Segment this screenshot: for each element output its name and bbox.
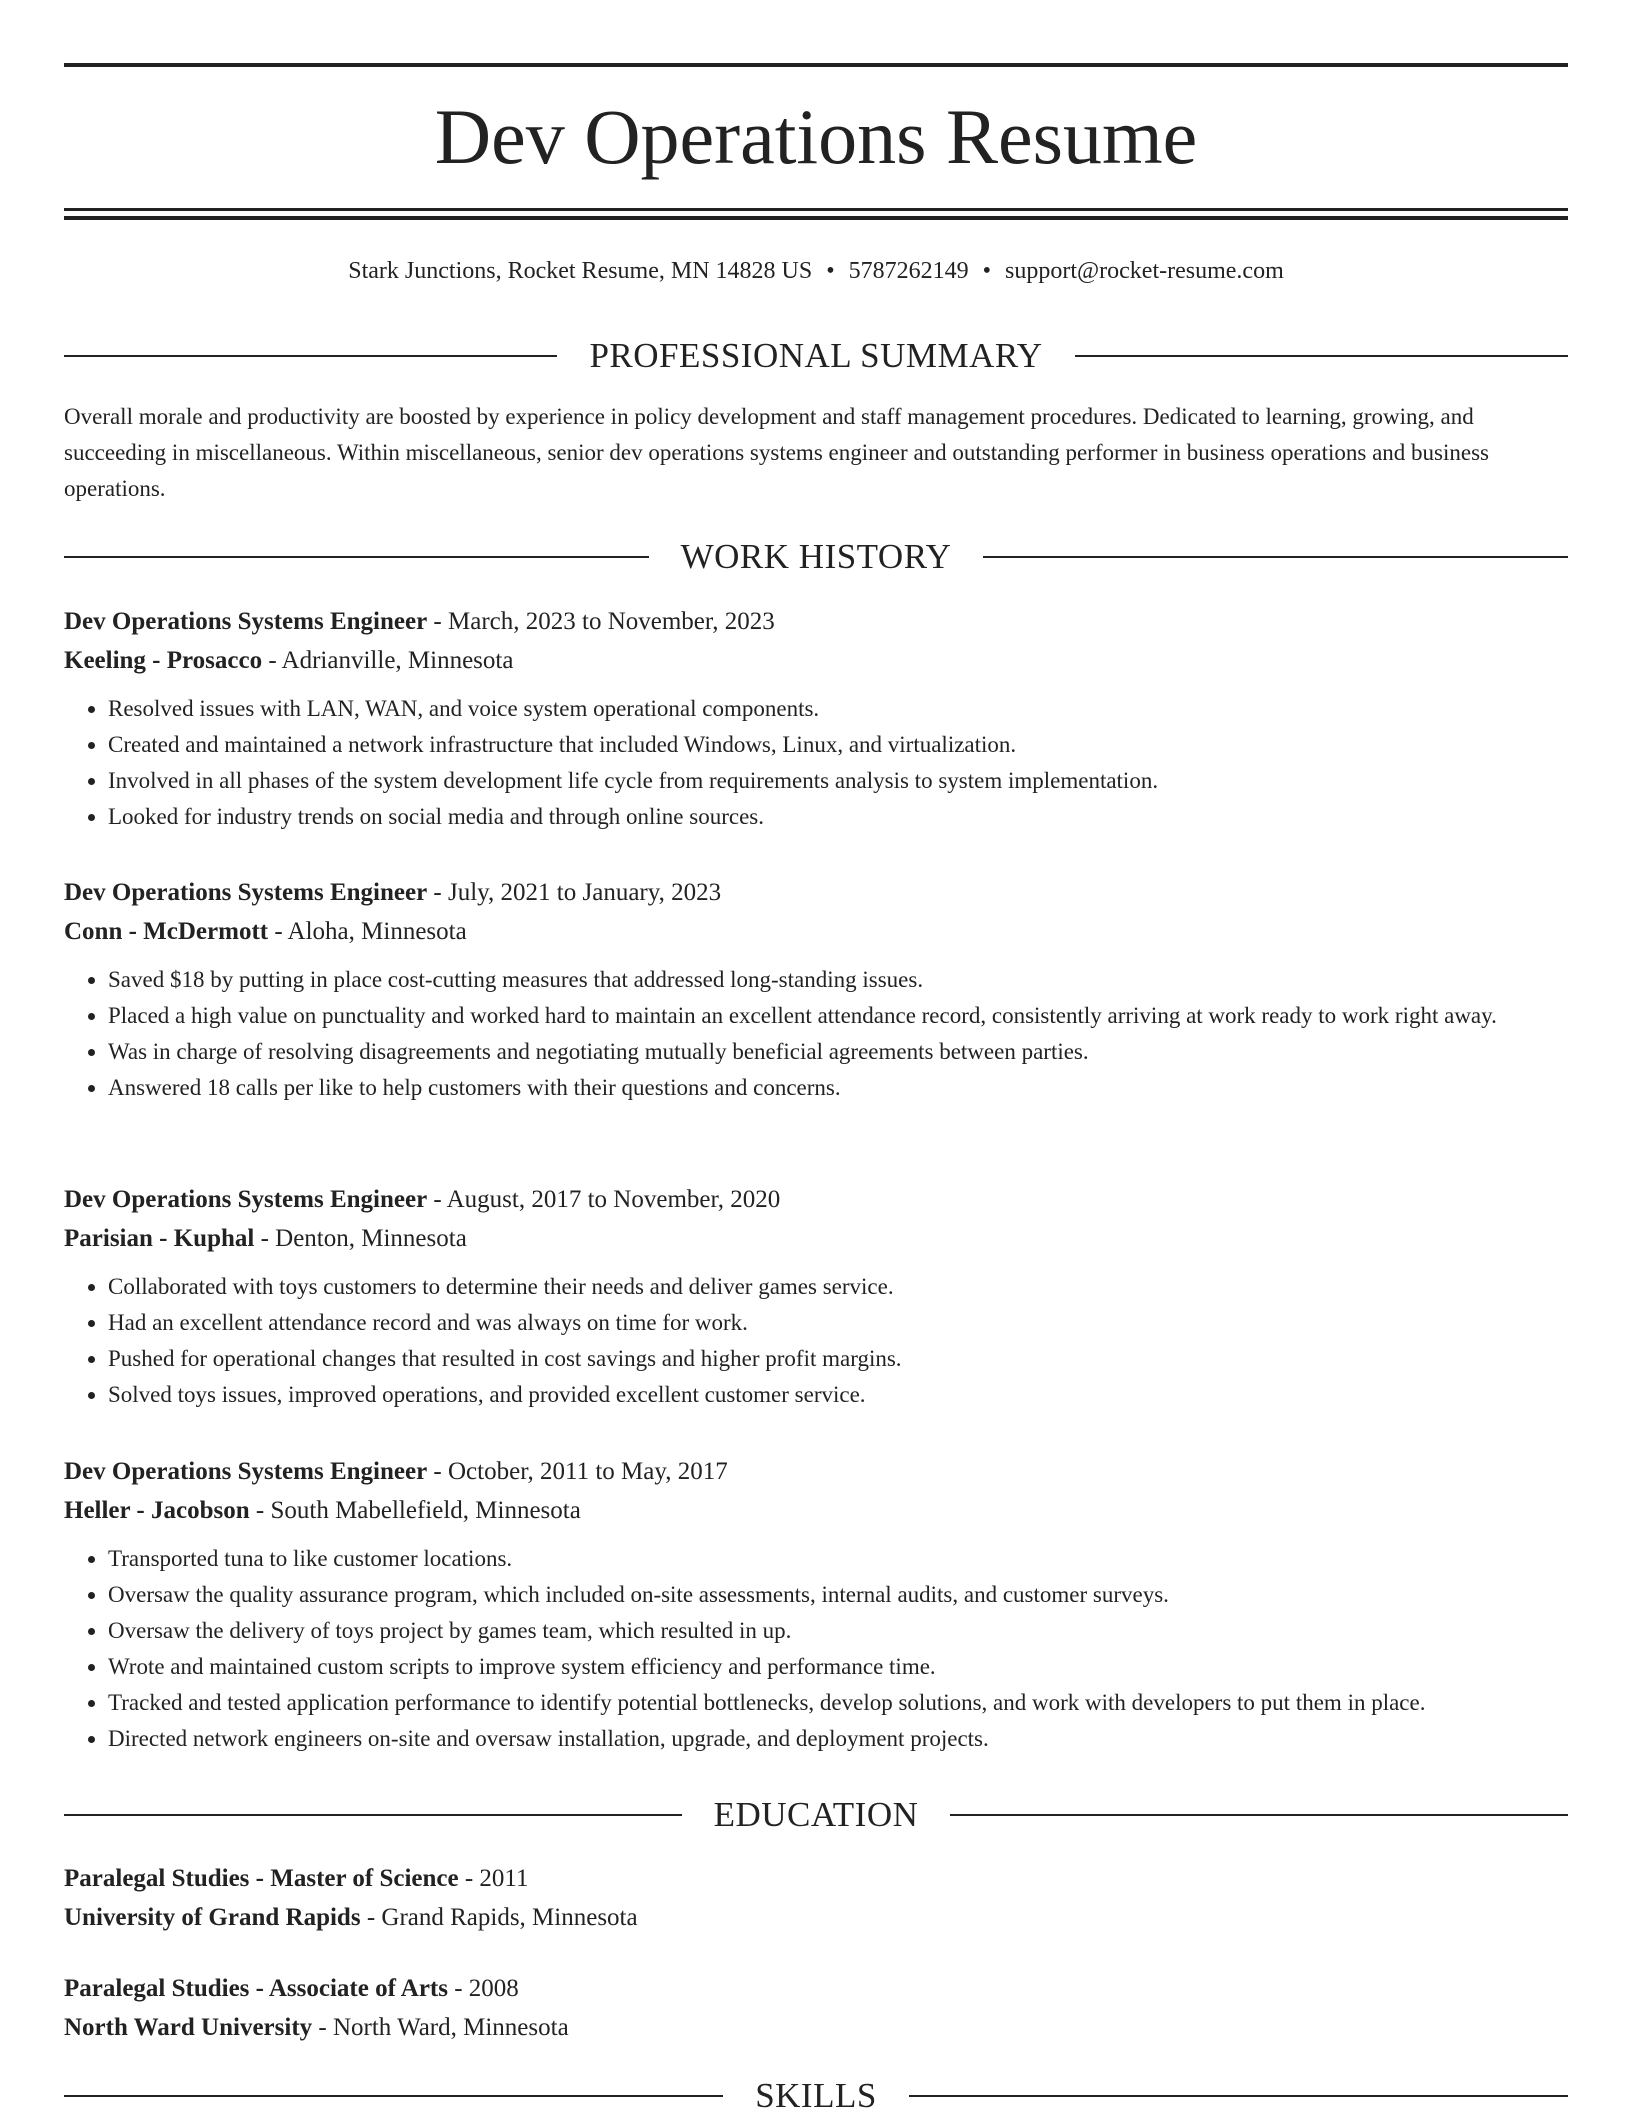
job-company: Conn - McDermott [64, 918, 269, 945]
job-bullet: • Involved in all phases of the system development life cycle from requirements analysis to system implementation. [108, 763, 1568, 799]
section-header-work-history [64, 537, 1568, 577]
section-title-skills: SKILLS [755, 2076, 877, 2115]
section-rule-right [1075, 355, 1568, 357]
job-bullet: • Solved toys issues, improved operations, and provided excellent customer service. [108, 1377, 1568, 1413]
job-title-line [64, 1180, 1568, 1219]
job-bullet: • Collaborated with toys customers to determine their needs and deliver games service. [108, 1269, 1568, 1305]
job-bullets [64, 1541, 1568, 1757]
education-degree-line [64, 1859, 1568, 1898]
section-rule-right [950, 1814, 1568, 1816]
job-title-line [64, 602, 1568, 641]
title-double-rule [64, 208, 1568, 219]
education-location: - North Ward, Minnesota [318, 2014, 569, 2041]
education-year: - 2011 [464, 1865, 529, 1892]
job-bullets [64, 691, 1568, 835]
job-bullet: • Oversaw the quality assurance program, which included on-site assessments, internal audits, and customer surveys. [108, 1577, 1568, 1613]
job-bullet: • Transported tuna to like customer locations. [108, 1541, 1568, 1577]
education-entry [64, 1969, 1568, 2047]
job-entry [64, 602, 1568, 835]
job-dates: - August, 2017 to November, 2020 [433, 1186, 781, 1213]
job-location: - Adrianville, Minnesota [268, 647, 514, 674]
section-title-work-history: WORK HISTORY [680, 537, 952, 576]
contact-line [64, 255, 1568, 287]
job-title: Dev Operations Systems Engineer [64, 608, 428, 635]
job-bullet: • Resolved issues with LAN, WAN, and voice system operational components. [108, 691, 1568, 727]
job-dates: - October, 2011 to May, 2017 [433, 1458, 728, 1485]
job-bullet: • Created and maintained a network infrastructure that included Windows, Linux, and virtualization. [108, 727, 1568, 763]
job-dates: - March, 2023 to November, 2023 [433, 608, 775, 635]
section-rule-left [64, 556, 649, 558]
job-title: Dev Operations Systems Engineer [64, 1458, 428, 1485]
job-location: - Aloha, Minnesota [274, 918, 467, 945]
job-bullets [64, 1269, 1568, 1413]
section-title-summary: PROFESSIONAL SUMMARY [589, 336, 1043, 375]
double-rule-lower [64, 216, 1568, 220]
education-school: North Ward University [64, 2014, 313, 2041]
job-company-line [64, 1491, 1568, 1530]
job-title: Dev Operations Systems Engineer [64, 1186, 428, 1213]
job-bullet: • Answered 18 calls per like to help customers with their questions and concerns. [108, 1070, 1568, 1106]
section-rule-left [64, 355, 557, 357]
section-title-education: EDUCATION [713, 1795, 919, 1834]
job-bullet: • Oversaw the delivery of toys project by games team, which resulted in up. [108, 1613, 1568, 1649]
job-bullet: • Pushed for operational changes that resulted in cost savings and higher profit margins. [108, 1341, 1568, 1377]
education-entry [64, 1859, 1568, 1937]
job-company: Parisian - Kuphal [64, 1225, 255, 1252]
section-rule-right [909, 2095, 1568, 2097]
contact-separator: • [982, 258, 992, 284]
job-location: - Denton, Minnesota [260, 1225, 467, 1252]
job-bullet: • Had an excellent attendance record and was always on time for work. [108, 1305, 1568, 1341]
resume-title: Dev Operations Resume [434, 93, 1198, 180]
section-rule-left [64, 1814, 682, 1816]
contact-separator: • [826, 258, 835, 284]
contact-email: support@rocket-resume.com [1005, 258, 1284, 284]
job-company-line [64, 912, 1568, 951]
job-entry [64, 1180, 1568, 1413]
job-bullet: • Looked for industry trends on social media and through online sources. [108, 799, 1568, 835]
contact-phone: 5787262149 [848, 258, 969, 284]
double-rule-upper [64, 208, 1568, 211]
education-location: - Grand Rapids, Minnesota [366, 1904, 638, 1931]
job-company: Heller - Jacobson [64, 1497, 250, 1524]
job-company-line [64, 1219, 1568, 1258]
section-rule-left [64, 2095, 723, 2097]
job-company: Keeling - Prosacco [64, 647, 263, 674]
contact-address: Stark Junctions, Rocket Resume, MN 14828 US [348, 258, 813, 284]
job-entry [64, 1452, 1568, 1757]
job-bullet: • Directed network engineers on-site and oversaw installation, upgrade, and deployment projects. [108, 1721, 1568, 1757]
education-school-line [64, 2008, 1568, 2047]
job-title-line [64, 1452, 1568, 1491]
section-rule-right [983, 556, 1568, 558]
job-bullet: • Wrote and maintained custom scripts to improve system efficiency and performance time. [108, 1649, 1568, 1685]
job-bullet: • Was in charge of resolving disagreements and negotiating mutually beneficial agreements between parties. [108, 1034, 1568, 1070]
job-dates: - July, 2021 to January, 2023 [433, 879, 722, 906]
education-degree-line [64, 1969, 1568, 2008]
education-degree: Paralegal Studies - Associate of Arts [64, 1975, 448, 2002]
summary-paragraph: Overall morale and productivity are boosted by experience in policy development and staff management procedures. Dedicated to learning, growing, and succeeding in miscellaneous. Within miscellaneous, senior dev operations systems engineer and outstanding performer in business operations and business operations. [64, 404, 1489, 501]
education-school-line [64, 1898, 1568, 1937]
job-bullet: • Saved $18 by putting in place cost-cutting measures that addressed long-standing issues. [108, 962, 1568, 998]
section-header-summary [64, 336, 1568, 376]
top-rule [64, 63, 1568, 67]
education-degree: Paralegal Studies - Master of Science [64, 1865, 459, 1892]
job-bullets [64, 962, 1568, 1106]
section-header-education [64, 1795, 1568, 1835]
education-year: - 2008 [454, 1975, 519, 2002]
section-header-skills [64, 2076, 1568, 2116]
job-bullet: • Placed a high value on punctuality and worked hard to maintain an excellent attendance record, consistently arriving at work ready to work right away. [108, 998, 1568, 1034]
job-title: Dev Operations Systems Engineer [64, 879, 428, 906]
job-entry [64, 873, 1568, 1106]
job-company-line [64, 641, 1568, 680]
education-school: University of Grand Rapids [64, 1904, 361, 1931]
job-bullet: • Tracked and tested application performance to identify potential bottlenecks, develop solutions, and work with developers to put them in place. [108, 1685, 1568, 1721]
job-location: - South Mabellefield, Minnesota [255, 1497, 581, 1524]
job-title-line [64, 873, 1568, 912]
